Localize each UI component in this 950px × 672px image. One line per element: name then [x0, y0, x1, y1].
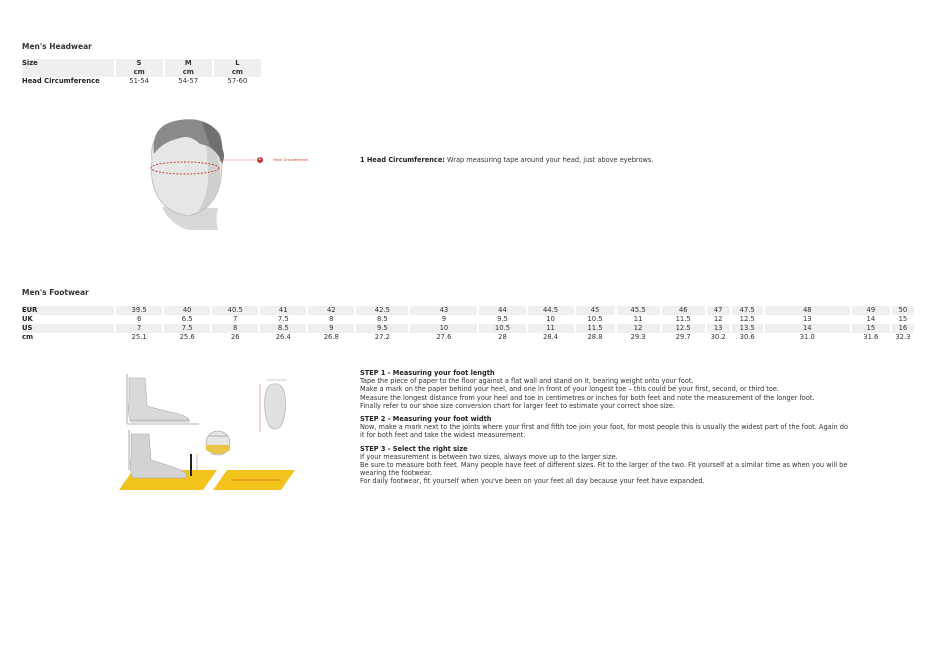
foot-measuring-diagram	[115, 370, 300, 495]
headwear-size-label: Size	[22, 59, 114, 68]
headwear-value-s: 51-54	[129, 77, 150, 85]
head-illustration-icon	[140, 112, 315, 232]
footwear-cell: 12	[713, 315, 723, 323]
headwear-description-label: 1 Head Circumference:	[360, 156, 445, 164]
headwear-description	[360, 156, 653, 164]
footwear-cell: 31.6	[863, 333, 879, 341]
footwear-cell: 11.5	[675, 315, 691, 323]
footwear-cell: 43	[410, 306, 477, 315]
footwear-cell: 48	[765, 306, 850, 315]
headwear-unit-row	[22, 68, 261, 77]
footwear-title: Men's Footwear	[22, 288, 89, 297]
headwear-unit-s: cm	[116, 68, 163, 77]
headwear-size-s: S	[116, 59, 163, 68]
headwear-size-l: L	[214, 59, 261, 68]
footwear-cell: 10	[546, 315, 555, 323]
step-3-line-1: If your measurement is between two sizes, always move up to the larger size.	[360, 452, 618, 461]
footwear-cell: 15	[852, 324, 890, 333]
footwear-cell: 7	[116, 324, 162, 333]
footwear-cell: 25.6	[179, 333, 195, 341]
step-1	[360, 369, 850, 410]
footwear-row-cm	[22, 333, 914, 342]
step-3-line-3: For daily footwear, fit yourself when you've been on your feet all day because your feet have expanded.	[360, 477, 705, 486]
footwear-cell: 14	[866, 315, 876, 323]
footwear-cell: 13	[707, 324, 730, 333]
footwear-cell: 10.5	[587, 315, 603, 323]
headwear-circumference-row	[22, 77, 261, 86]
step-1-line-4: Finally refer to our shoe size conversion chart for larger feet to estimate your correct shoe size.	[360, 401, 675, 410]
footwear-cell: 9.5	[497, 315, 508, 323]
footwear-cell: 12.5	[662, 324, 705, 333]
footwear-cell: 44	[479, 306, 525, 315]
footwear-cell: 28.4	[542, 333, 559, 341]
headwear-description-text: Wrap measuring tape around your head, just above eyebrows.	[444, 156, 654, 164]
footwear-cell: 28	[498, 333, 507, 341]
footwear-cell: 27.6	[436, 333, 452, 341]
footwear-cell: 6.5	[181, 315, 193, 323]
footwear-cell: 7.5	[277, 315, 289, 323]
footwear-cell: 42.5	[356, 306, 408, 315]
footwear-cell: 29.3	[630, 333, 646, 341]
footwear-cell: 6	[136, 315, 142, 323]
footwear-row-label: UK	[22, 315, 33, 323]
headwear-size-table	[20, 59, 263, 86]
step-1-line-3: Measure the longest distance from your heel and toe in centimetres or inches for both feet and note the measurement of the longer foot.	[360, 393, 815, 402]
headwear-value-m: 54-57	[178, 77, 199, 85]
footwear-row-uk	[22, 315, 914, 324]
footwear-row-eur	[22, 306, 914, 315]
footwear-cell: 8	[212, 324, 258, 333]
footwear-cell: 10	[410, 324, 477, 333]
diagram-marker-label: Head Circumference	[273, 157, 308, 162]
footwear-cell: 42	[308, 306, 354, 315]
footwear-cell: 50	[892, 306, 914, 315]
head-circumference-diagram	[140, 112, 315, 232]
footwear-cell: 13.5	[732, 324, 763, 333]
footwear-cell: 47.5	[732, 306, 763, 315]
step-2-line-1: Now, make a mark next to the joints where your first and fifth toe join your foot, for most people this is usually the widest part of the foot. Again do it for both feet and take the widest measurement.	[360, 423, 848, 440]
step-3	[360, 445, 850, 486]
footwear-cell: 28.8	[587, 333, 603, 341]
footwear-cell: 46	[662, 306, 705, 315]
footwear-steps	[360, 369, 850, 486]
footwear-cell: 30.6	[739, 333, 755, 341]
diagram-marker: 1	[258, 157, 261, 161]
footwear-cell: 15	[898, 315, 908, 323]
footwear-cell: 8.5	[376, 315, 388, 323]
footwear-cell: 8	[329, 315, 334, 323]
footwear-cell: 31.0	[799, 333, 815, 341]
footwear-cell: 11	[633, 315, 643, 323]
footwear-row-label: US	[22, 324, 114, 333]
headwear-size-row	[22, 59, 261, 68]
foot-illustration-icon	[115, 370, 300, 495]
footwear-cell: 27.2	[374, 333, 390, 341]
footwear-cell: 8.5	[260, 324, 306, 333]
footwear-cell: 11.5	[576, 324, 615, 333]
footwear-size-table	[20, 306, 916, 342]
footwear-cell: 9.5	[356, 324, 408, 333]
footwear-cell: 45.5	[617, 306, 660, 315]
footwear-row-us	[22, 324, 914, 333]
footwear-cell: 14	[765, 324, 850, 333]
step-1-title: STEP 1 - Measuring your foot length	[360, 369, 495, 377]
headwear-size-m: M	[165, 59, 212, 68]
footwear-cell: 26	[230, 333, 240, 341]
step-3-title: STEP 3 - Select the right size	[360, 444, 468, 453]
footwear-cell: 26.4	[275, 333, 291, 341]
footwear-cell: 29.7	[675, 333, 691, 341]
footwear-cell: 30.2	[710, 333, 726, 341]
step-2	[360, 415, 850, 440]
step-3-line-2: Be sure to measure both feet. Many people have feet of different sizes. Fit to the larger of the two. Fit yourself at a similar time as when you will be wearing the footwear.	[360, 461, 848, 478]
footwear-cell: 41	[260, 306, 306, 315]
footwear-cell: 25.1	[131, 333, 147, 341]
footwear-cell: 16	[892, 324, 914, 333]
footwear-cell: 7	[233, 315, 238, 323]
footwear-cell: 44.5	[528, 306, 574, 315]
footwear-cell: 7.5	[164, 324, 210, 333]
footwear-cell: 49	[852, 306, 890, 315]
footwear-cell: 11	[528, 324, 574, 333]
step-1-line-1: Tape the piece of paper to the floor against a flat wall and stand on it, bearing weight onto your foot.	[360, 377, 694, 386]
footwear-cell: 9	[441, 315, 447, 323]
footwear-cell: 26.8	[323, 333, 339, 341]
headwear-title: Men's Headwear	[22, 42, 92, 51]
footwear-cell: 13	[802, 315, 812, 323]
footwear-cell: 12	[617, 324, 660, 333]
footwear-row-label: cm	[22, 333, 34, 341]
headwear-value-l: 57-60	[227, 77, 248, 85]
headwear-row-label: Head Circumference	[22, 77, 100, 85]
footwear-cell: 47	[707, 306, 730, 315]
footwear-cell: 10.5	[479, 324, 525, 333]
footwear-cell: 39.5	[116, 306, 162, 315]
footwear-cell: 12.5	[739, 315, 755, 323]
footwear-cell: 40.5	[212, 306, 258, 315]
headwear-unit-l: cm	[214, 68, 261, 77]
footwear-cell: 32.3	[895, 333, 911, 341]
footwear-cell: 45	[576, 306, 615, 315]
headwear-unit-m: cm	[165, 68, 212, 77]
footwear-row-label: EUR	[22, 306, 114, 315]
step-1-line-2: Make a mark on the paper behind your heel, and one in front of your longest toe – this could be your first, second, or third toe.	[360, 385, 780, 394]
footwear-cell: 9	[308, 324, 354, 333]
step-2-title: STEP 2 - Measuring your foot width	[360, 415, 492, 424]
footwear-cell: 40	[164, 306, 210, 315]
